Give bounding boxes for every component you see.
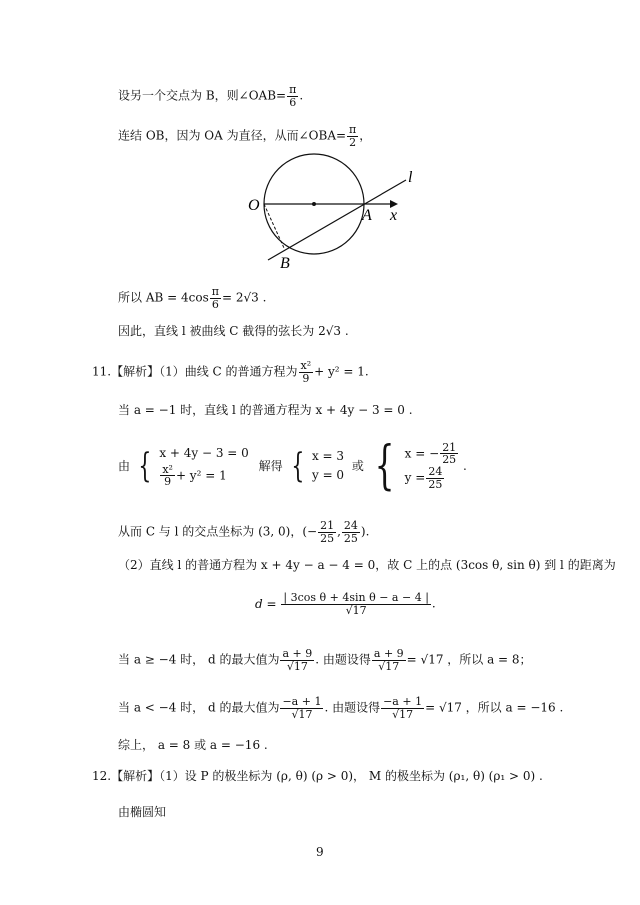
segment-OB [264, 204, 284, 248]
text-line-9: 当 a < −4 时， d 的最大值为 $\frac{-a + 1}{√17}$ . 由题设得 $\frac{-a + 1}{√17}$ = √17 ，所以 a = −16 . [118, 695, 564, 721]
page-number: 9 [316, 845, 324, 859]
label-B: B [280, 255, 290, 272]
fraction: $\frac{21}{25}$ [320, 519, 335, 545]
fraction: $\frac{a + 9}{√17}$ [282, 647, 313, 673]
fraction: $\frac{\pi}{6}$ [211, 285, 219, 311]
center-point [312, 202, 316, 206]
label-A: A [362, 207, 372, 224]
fraction: $\frac{-a + 1}{√17}$ [383, 695, 423, 721]
text-line-3: 所以 AB = 4cos $\frac{\pi}{6}$ = 2√3 . [118, 285, 267, 311]
text-line-5: 当 a = −1 时，直线 l 的普通方程为 x + 4y − 3 = 0 . [118, 403, 413, 417]
question-12-heading: 12.【解析】（1）设 P 的极坐标为 (ρ, θ) (ρ > 0)， M 的极坐标为 (ρ₁, θ) (ρ₁ > 0) . [92, 769, 543, 783]
distance-formula: d = $\frac{\text{| 3cos θ + 4sin θ − a − 4 |}}{√17}$ . [255, 591, 436, 617]
text-line-8: 当 a ≥ −4 时， d 的最大值为 $\frac{a + 9}{√17}$ . 由题设得 $\frac{a + 9}{√17}$ = √17 ，所以 a = 8； [118, 647, 532, 673]
text-line-4: 因此，直线 l 被曲线 C 截得的弦长为 2√3 . [118, 324, 349, 338]
text-line-1: 设另一个交点为 B，则∠OAB= $\frac{\pi}{6}$ . [118, 83, 304, 109]
label-O: O [248, 197, 260, 214]
fraction: $\frac{\text{| 3cos θ + 4sin θ − a − 4 |}}{√17}$ [283, 591, 429, 617]
fraction: $\frac{\pi}{6}$ [289, 83, 297, 109]
fraction: $\frac{\pi}{2}$ [349, 123, 357, 149]
fraction: $\frac{\text{x²}}{9}$ [300, 359, 312, 385]
circle-diagram [240, 148, 440, 278]
text-line-11: 由椭圆知 [118, 805, 167, 819]
text-line-7: （2）直线 l 的普通方程为 x + 4y − a − 4 = 0，故 C 上的点 (3cos θ, sin θ) 到 l 的距离为 [118, 558, 616, 572]
text-line-6: 从而 C 与 l 的交点坐标为 (3, 0)，(− $\frac{21}{25}$ , $\frac{24}{25}$ ). [118, 519, 370, 545]
label-x: x [390, 207, 398, 224]
fraction: $\frac{24}{25}$ [343, 519, 358, 545]
question-11-heading: 11.【解析】（1）曲线 C 的普通方程为 $\frac{\text{x²}}{9}$ + y² = 1. [92, 359, 369, 385]
label-l: l [408, 169, 413, 186]
fraction: $\frac{a + 9}{√17}$ [373, 647, 404, 673]
fraction: $\frac{-a + 1}{√17}$ [282, 695, 322, 721]
equation-system: 由 { x + 4y − 3 = 0 $\frac{\text{x²}}{9}$ + y² = 1 解得 { x = 3 y = 0 或 { x = − $\frac{21}{25}$ y = $\frac{24}{25}$ . [118, 436, 467, 496]
text-line-10: 综上， a = 8 或 a = −16 . [118, 738, 268, 752]
text-line-2: 连结 OB，因为 OA 为直径，从而∠OBA= $\frac{\pi}{2}$ ， [118, 123, 372, 149]
